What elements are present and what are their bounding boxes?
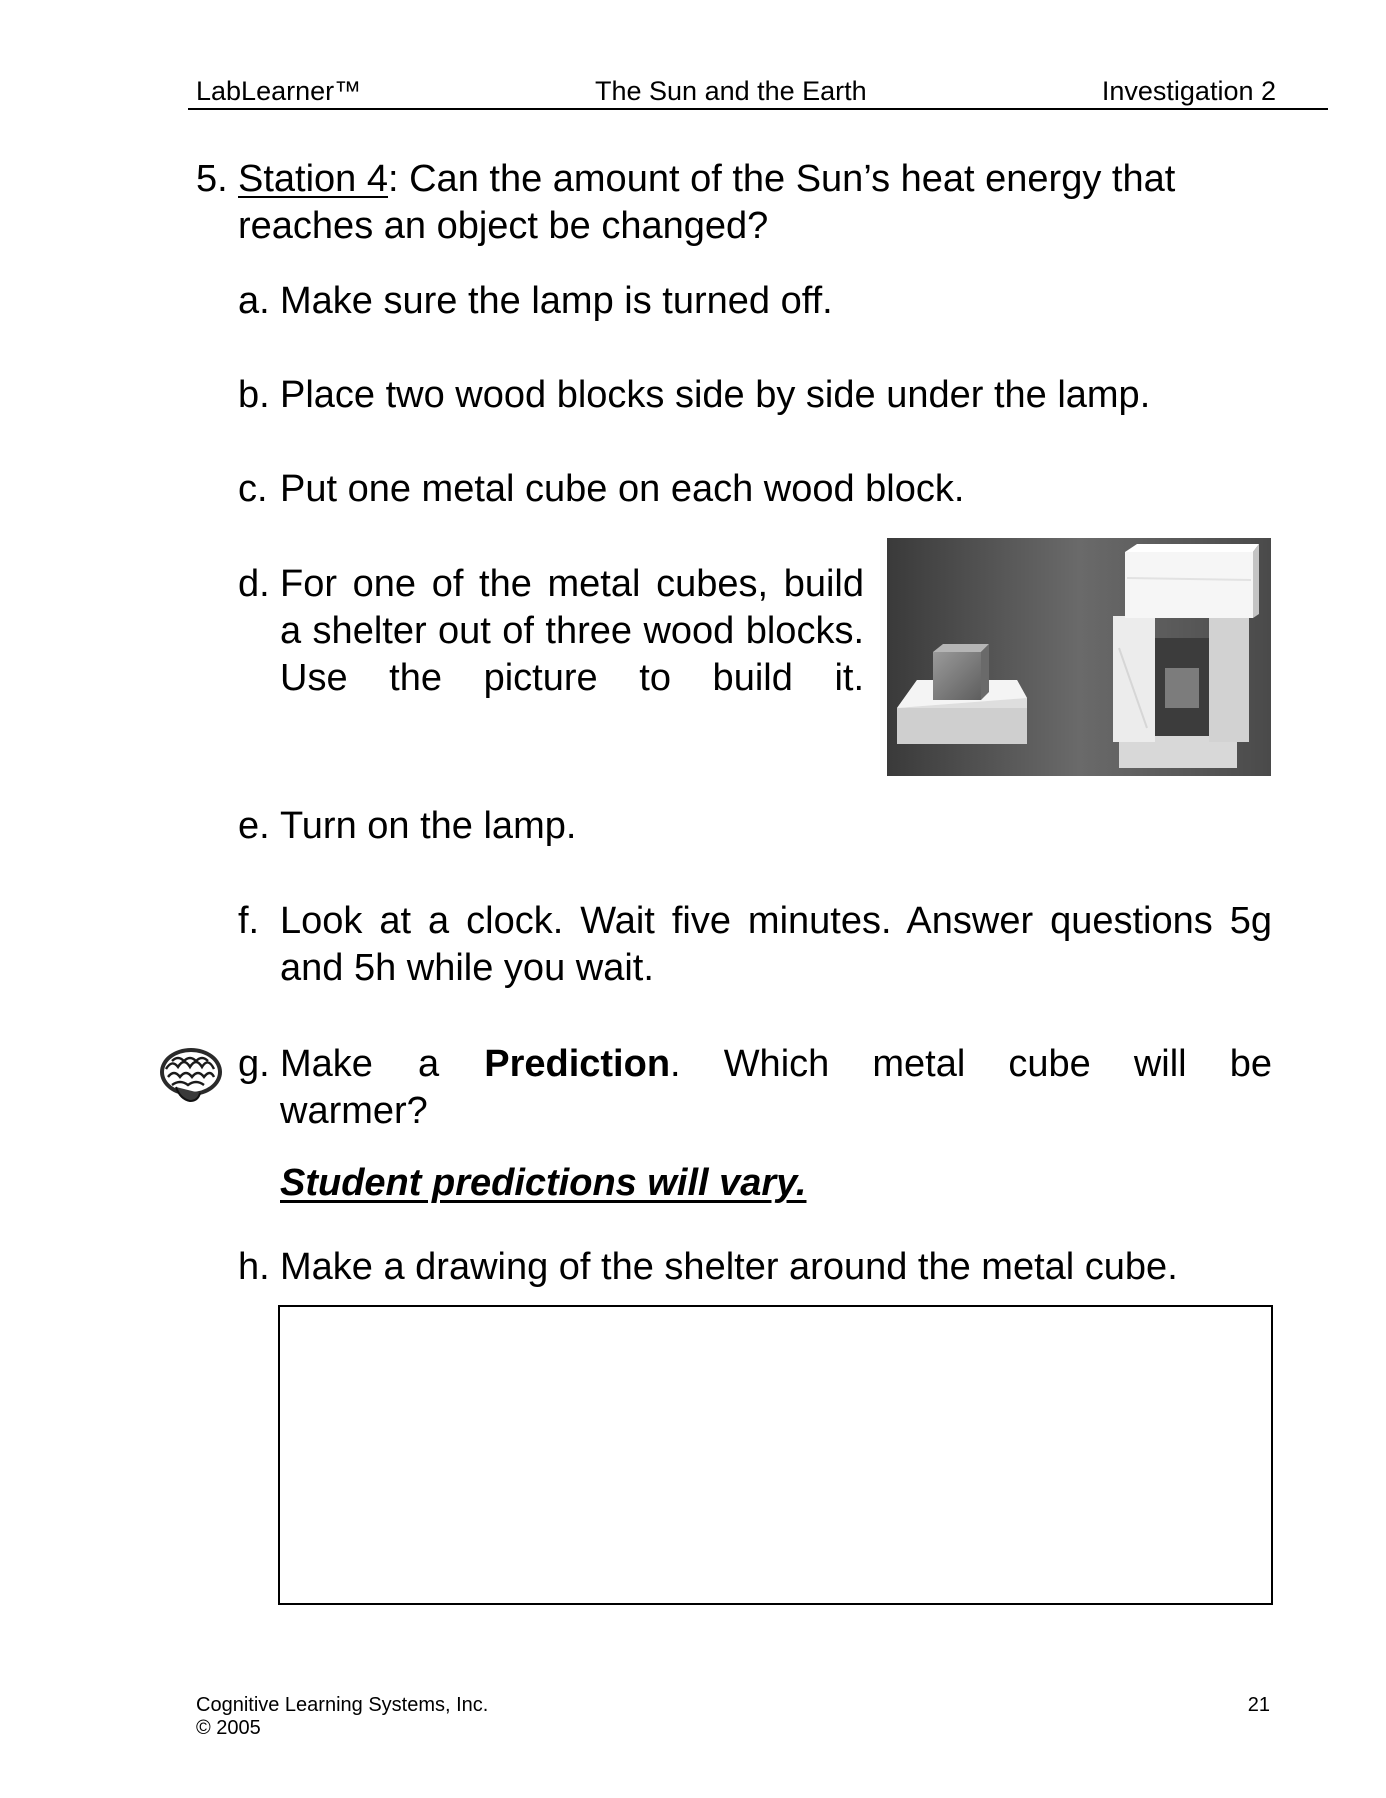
step-text: Place two wood blocks side by side under the lamp. [280, 374, 1151, 416]
question-text [238, 156, 1272, 250]
footer-copyright: © 2005 [196, 1717, 261, 1739]
page-footer [196, 1694, 488, 1740]
step-text [280, 1041, 1272, 1135]
step-letter: a. [238, 280, 270, 322]
page-number: 21 [1247, 1694, 1270, 1716]
header-investigation: Investigation 2 [1101, 76, 1276, 106]
step-letter: c. [238, 468, 268, 510]
step-text: Make a drawing of the shelter around the metal cube. [280, 1246, 1178, 1288]
step-letter: d. [238, 563, 270, 605]
prediction-keyword: Prediction [484, 1043, 671, 1085]
footer-company: Cognitive Learning Systems, Inc. [196, 1694, 489, 1716]
step-letter: h. [238, 1246, 270, 1288]
question-number: 5. [196, 158, 228, 200]
question-body: : Can the amount of the Sun’s heat energy that reaches an object be changed? [238, 158, 1176, 247]
step-text: Make sure the lamp is turned off. [280, 280, 833, 322]
step-text: Put one metal cube on each wood block. [280, 468, 965, 510]
header-title: The Sun and the Earth [595, 76, 867, 106]
step-letter: g. [238, 1043, 270, 1085]
step-text: Look at a clock. Wait five minutes. Answer questions 5g and 5h while you wait. [280, 900, 1272, 989]
station-label: Station 4 [238, 158, 388, 200]
brain-icon [158, 1045, 224, 1107]
step-letter: f. [238, 900, 260, 942]
page-header [188, 72, 1328, 110]
step-letter: e. [238, 805, 270, 847]
shelter-photo-image [887, 538, 1271, 776]
header-brand: LabLearner™ [196, 76, 362, 106]
teacher-answer: Student predictions will vary. [280, 1162, 807, 1204]
step-letter: b. [238, 374, 270, 416]
step-g-text-after: . Which metal cube will be warmer? [280, 1043, 1272, 1132]
step-text: Turn on the lamp. [280, 805, 577, 847]
step-g-text-before: Make a [280, 1043, 485, 1085]
step-text: For one of the metal cubes, build a shelter out of three wood blocks. Use the picture to build it. [280, 563, 864, 699]
drawing-area[interactable] [278, 1305, 1273, 1605]
shelter-photo [887, 538, 1271, 776]
